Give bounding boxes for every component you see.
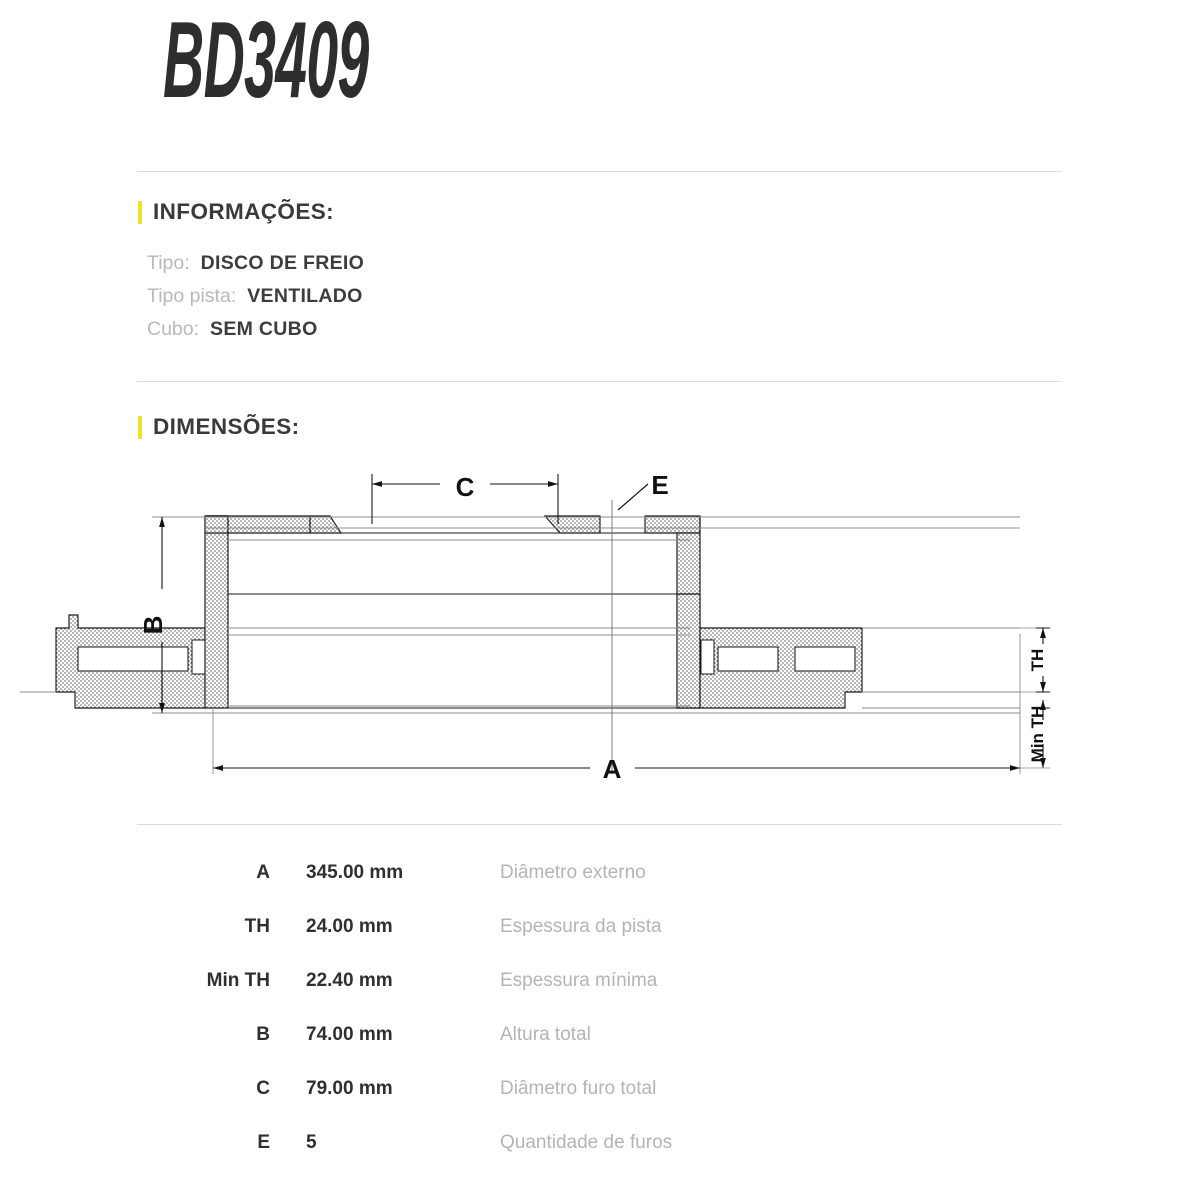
dim-key: E (257, 1132, 270, 1153)
informacoes-section-heading (138, 199, 334, 225)
info-row-tipo-pista (147, 285, 364, 318)
dim-desc: Espessura mínima (500, 970, 658, 991)
info-value-tipo: DISCO DE FREIO (200, 252, 365, 274)
divider-bottom (137, 824, 1062, 825)
dim-value: 74.00 mm (306, 1024, 393, 1045)
dim-desc: Espessura da pista (500, 916, 662, 937)
dimension-label-c: C (455, 472, 475, 502)
info-row-tipo (147, 252, 364, 285)
informacoes-list (147, 252, 364, 351)
accent-bar-icon (138, 201, 142, 224)
info-row-cubo (147, 318, 364, 351)
accent-bar-icon (138, 416, 142, 439)
dim-desc: Diâmetro externo (500, 862, 646, 883)
dimension-label-a: A (602, 754, 622, 784)
table-row (160, 916, 920, 970)
dim-value: 79.00 mm (306, 1078, 393, 1099)
informacoes-title: INFORMAÇÕES: (153, 199, 335, 224)
info-label-tipo-pista: Tipo pista: (147, 285, 237, 307)
dim-desc: Altura total (500, 1024, 591, 1045)
info-label-cubo: Cubo: (147, 318, 200, 340)
info-value-tipo-pista: VENTILADO (247, 285, 363, 307)
dim-key: Min TH (206, 970, 270, 991)
dim-key: A (256, 862, 270, 883)
dimension-label-e: E (651, 470, 669, 500)
info-value-cubo: SEM CUBO (210, 318, 318, 340)
dim-key: TH (244, 916, 270, 937)
table-row (160, 1024, 920, 1078)
dim-key: C (256, 1078, 270, 1099)
divider-top (137, 171, 1062, 172)
page-title: BD3409 (163, 0, 369, 121)
dimension-label-th: TH (1028, 648, 1047, 672)
divider-middle (137, 381, 1062, 382)
dimensoes-title: DIMENSÕES: (153, 414, 300, 439)
table-row (160, 1132, 920, 1186)
table-row (160, 970, 920, 1024)
dim-value: 22.40 mm (306, 970, 393, 991)
dim-key: B (256, 1024, 270, 1045)
dimensoes-section-heading (138, 414, 300, 440)
dim-value: 24.00 mm (306, 916, 393, 937)
table-row (160, 862, 920, 916)
dim-value: 345.00 mm (306, 862, 404, 883)
dim-desc: Quantidade de furos (500, 1132, 673, 1153)
info-label-tipo: Tipo: (147, 252, 190, 274)
table-row (160, 1078, 920, 1132)
dimension-label-min-th: Min TH (1028, 705, 1047, 763)
dim-desc: Diâmetro furo total (500, 1078, 657, 1099)
brake-disc-cross-section-drawing (0, 444, 1120, 824)
dimension-label-b: B (138, 615, 168, 635)
dim-value: 5 (306, 1132, 317, 1153)
dimensions-table (160, 862, 920, 1186)
